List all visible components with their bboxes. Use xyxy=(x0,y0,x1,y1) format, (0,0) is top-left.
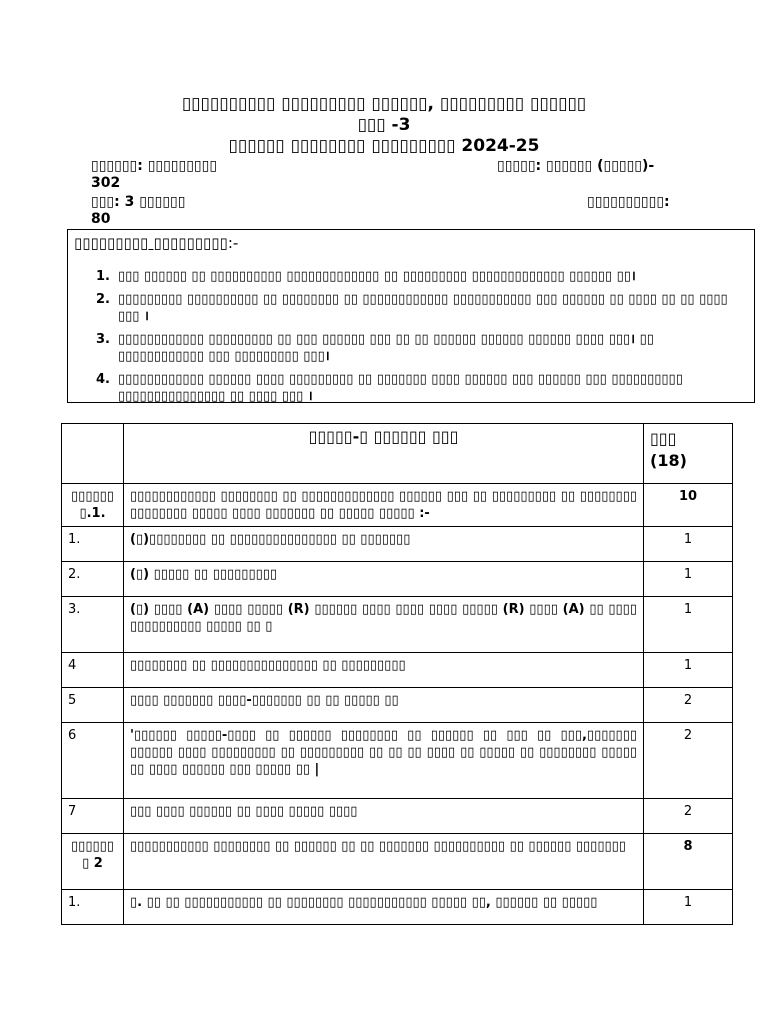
table-row: 2. (▯) ▯▯▯▯▯ ▯▯ ▯▯▯▯▯▯▯▯▯ 1 xyxy=(62,562,733,597)
table-row: 7 ▯▯▯ ▯▯▯▯ ▯▯▯▯▯▯ ▯▯ ▯▯▯▯ ▯▯▯▯▯ ▯▯▯▯ 2 xyxy=(62,799,733,834)
subject-label: ▯▯▯▯▯: ▯▯▯▯▯▯ (▯▯▯▯▯)- xyxy=(497,158,655,174)
max-marks-label: ▯▯▯▯▯▯▯▯▯▯: xyxy=(587,194,670,210)
instruction-item: 4. ▯▯▯▯▯▯▯▯▯▯▯▯ ▯▯▯▯▯▯ ▯▯▯▯ ▯▯▯▯▯▯▯▯▯ ▯▯ ▯▯▯▯▯▯▯ ▯▯▯▯ ▯▯▯▯▯▯ ▯▯▯ ▯▯▯▯▯▯ ▯▯▯ ▯▯▯▯▯▯▯▯▯▯ ▯▯▯▯▯▯▯▯▯▯▯▯▯▯▯ ▯▯ ▯▯▯▯ ▯▯▯ । xyxy=(96,372,683,404)
instruction-item: 3. ▯▯▯▯▯▯▯▯▯▯▯▯ ▯▯▯▯▯▯▯▯▯ ▯▯ ▯▯▯ ▯▯▯▯▯▯ ▯▯▯ ▯▯ ▯▯ ▯▯▯▯▯▯ ▯▯▯▯▯▯ ▯▯▯▯▯▯ ▯▯▯▯ ▯▯▯। ▯▯ ▯▯▯▯▯▯▯▯▯▯▯▯ ▯▯▯ ▯▯▯▯▯▯▯▯▯ ▯▯▯। xyxy=(96,332,654,364)
section-title: ▯▯▯▯▯-▯ ▯▯▯▯▯▯ ▯▯▯ xyxy=(124,424,644,484)
time-label: ▯▯▯: 3 ▯▯▯▯▯▯ xyxy=(91,194,186,210)
table-row: 1. ▯. ▯▯ ▯▯ ▯▯▯▯▯▯▯▯▯▯▯ ▯▯ ▯▯▯▯▯▯▯▯ ▯▯▯▯▯▯▯▯▯▯▯ ▯▯▯▯▯ ▯▯, ▯▯▯▯▯▯ ▯▯ ▯▯▯▯▯ 1 xyxy=(62,890,733,925)
section-marks: ▯▯▯ (18) xyxy=(644,424,733,484)
table-row: 6 '▯▯▯▯▯▯ ▯▯▯▯▯-▯▯▯▯ ▯▯ ▯▯▯▯▯▯ ▯▯▯▯▯▯▯▯ ▯▯ ▯▯▯▯▯▯ ▯▯ ▯▯▯ ▯▯ ▯▯▯,▯▯▯▯▯▯▯ ▯▯▯▯▯▯ ▯▯▯▯ ▯▯▯▯▯▯▯▯▯ ▯▯ ▯▯▯▯▯▯▯▯▯ ▯▯ ▯▯ ▯▯ ▯▯▯▯ ▯▯ ▯▯▯▯▯ ▯▯ ▯▯▯▯▯▯▯▯ ▯▯▯▯▯ ▯▯ ▯▯▯▯ ▯▯▯▯▯▯ ▯▯▯ ▯▯▯▯▯ ▯▯ | 2 xyxy=(62,723,733,799)
instruction-item: 1. ▯▯▯ ▯▯▯▯▯▯ ▯▯ ▯▯▯▯▯▯▯▯▯▯ ▯▯▯▯▯▯▯▯▯▯▯▯▯ ▯▯ ▯▯▯▯▯▯▯▯▯ ▯▯▯▯▯▯▯▯▯▯▯▯▯ ▯▯▯▯▯▯ ▯▯। xyxy=(96,269,636,284)
class-label: ▯▯▯▯▯▯: ▯▯▯▯▯▯▯▯▯ xyxy=(91,158,218,174)
question-row xyxy=(62,834,733,890)
max-marks-value: 80 xyxy=(91,211,111,227)
subject-code: 302 xyxy=(91,175,121,191)
section-header-row xyxy=(62,424,733,484)
question-marks: 10 xyxy=(644,484,733,527)
table-row: 5 ▯▯▯▯ ▯▯▯▯▯▯▯ ▯▯▯▯-▯▯▯▯▯▯▯ ▯▯ ▯▯ ▯▯▯▯▯ ▯▯ 2 xyxy=(62,688,733,723)
instructions-title: ▯▯▯▯▯▯▯▯▯ ▯▯▯▯▯▯▯▯▯:- xyxy=(74,234,239,252)
instructions-list xyxy=(90,268,740,411)
table-row: 4 ▯▯▯▯▯▯▯▯ ▯▯ ▯▯▯▯▯▯▯▯▯▯▯▯▯▯▯ ▯▯ ▯▯▯▯▯▯▯▯▯ 1 xyxy=(62,653,733,688)
question-marks: 8 xyxy=(644,834,733,890)
question-number: ▯▯▯▯▯▯ ▯.1. xyxy=(62,484,124,527)
question-text: ▯▯▯▯▯▯▯▯▯▯▯ ▯▯▯▯▯▯▯▯ ▯▯ ▯▯▯▯▯▯ ▯▯ ▯▯ ▯▯▯▯▯▯▯ ▯▯▯▯▯▯▯▯▯▯ ▯▯ ▯▯▯▯▯▯ ▯▯▯▯▯▯▯ xyxy=(124,834,644,890)
question-table xyxy=(61,423,733,925)
school-name: ▯▯▯▯▯▯▯▯▯▯ ▯▯▯▯▯▯▯▯▯ ▯▯▯▯▯▯, ▯▯▯▯▯▯▯▯▯ ▯▯▯▯▯▯ xyxy=(181,94,587,114)
instruction-item: 2. ▯▯▯▯▯▯▯▯▯ ▯▯▯▯▯▯▯▯▯▯ ▯▯ ▯▯▯▯▯▯▯▯ ▯▯ ▯▯▯▯▯▯▯▯▯▯▯▯ ▯▯▯▯▯▯▯▯▯▯▯ ▯▯▯ ▯▯▯▯▯▯ ▯▯ ▯▯▯▯ ▯▯ ▯▯ ▯▯▯▯ ▯▯▯ । xyxy=(96,292,728,324)
table-row: 3. (▯) ▯▯▯▯ (A) ▯▯▯▯ ▯▯▯▯▯ (R) ▯▯▯▯▯▯ ▯▯▯▯ ▯▯▯▯ ▯▯▯▯ ▯▯▯▯▯ (R) ▯▯▯▯ (A) ▯▯ ▯▯▯▯ ▯▯▯▯▯▯▯▯▯▯ ▯▯▯▯▯ ▯▯ ▯ 1 xyxy=(62,597,733,653)
blank-cell xyxy=(62,424,124,484)
region-line: ▯▯▯ -3 xyxy=(357,115,411,135)
table-row: 1. (▯)▯▯▯▯▯▯▯▯ ▯▯ ▯▯▯▯▯▯▯▯▯▯▯▯▯▯▯ ▯▯ ▯▯▯▯▯▯▯ 1 xyxy=(62,527,733,562)
question-text: ▯▯▯▯▯▯▯▯▯▯▯▯ ▯▯▯▯▯▯▯▯ ▯▯ ▯▯▯▯▯▯▯▯▯▯▯▯▯ ▯▯▯▯▯▯ ▯▯▯ ▯▯ ▯▯▯▯▯▯▯▯▯ ▯▯ ▯▯▯▯▯▯▯▯ ▯▯▯▯▯▯▯▯ ▯▯▯▯▯ ▯▯▯▯ ▯▯▯▯▯▯▯ ▯▯ ▯▯▯▯▯ ▯▯▯▯▯ :- xyxy=(124,484,644,527)
instructions-box xyxy=(67,229,755,403)
exam-title: ▯▯▯▯▯▯ ▯▯▯▯▯▯▯▯ ▯▯▯▯▯▯▯▯▯ 2024-25 xyxy=(228,136,540,156)
question-number: ▯▯▯▯▯▯ ▯ 2 xyxy=(62,834,124,890)
question-row xyxy=(62,484,733,527)
